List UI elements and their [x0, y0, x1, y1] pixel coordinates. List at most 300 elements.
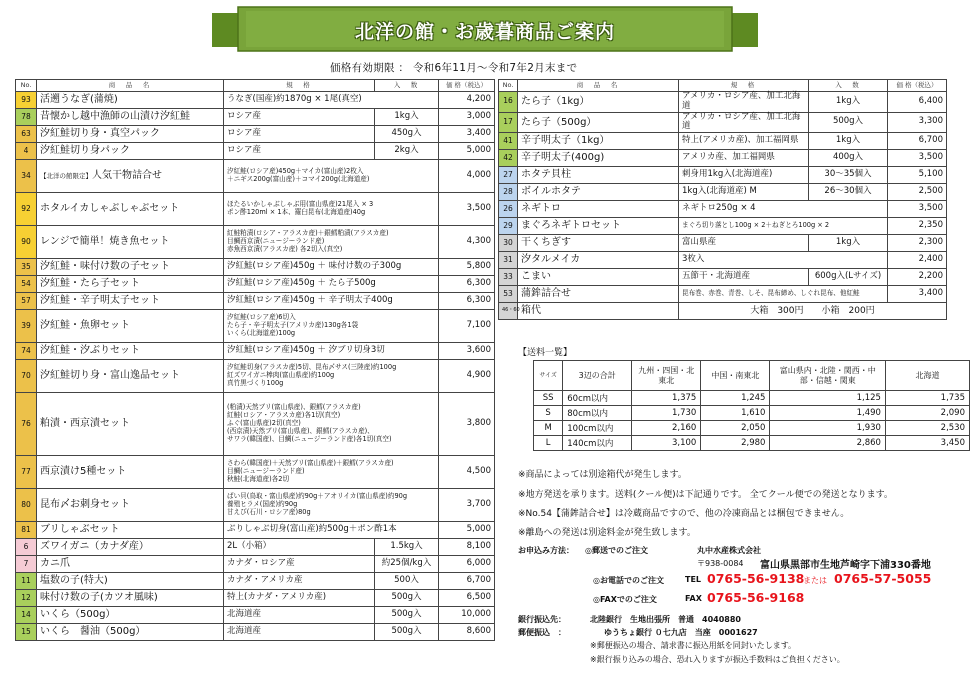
item-number: 33	[499, 269, 518, 286]
shipping-header: 北海道	[885, 361, 969, 391]
item-spec: アメリカ・ロシア産、加工北海道	[679, 112, 809, 133]
size-code: S	[534, 406, 563, 421]
col-no: No.	[499, 80, 518, 92]
item-number: 77	[16, 456, 37, 489]
item-name	[37, 522, 224, 539]
product-row	[16, 343, 495, 360]
item-quantity: 約25個/kg入	[375, 556, 439, 573]
item-spec: 昆布巻、赤巻、青巻、しそ、昆布締め、しぐれ昆布、他紅鮭	[679, 286, 888, 303]
size-limit: 100cm以内	[563, 421, 632, 436]
shipping-header: 富山県内・北陸・関西・中部・信越・関東	[770, 361, 886, 391]
item-number: 46・60	[499, 303, 518, 320]
item-quantity: 450g入	[375, 126, 439, 143]
item-number: 35	[16, 259, 37, 276]
product-row	[499, 252, 947, 269]
shipping-fee: 1,730	[632, 406, 701, 421]
item-name-text: 汐タルメイカ	[521, 254, 581, 266]
item-number: 74	[16, 343, 37, 360]
item-number: 6	[16, 539, 37, 556]
note-shipping: ※地方発送を承ります。送料(クール便)は下記通りです。 全てクール便での発送となります。	[518, 490, 893, 500]
tel-number-2[interactable]: 0765-57-5055	[834, 571, 932, 586]
item-number: 34	[16, 160, 37, 193]
item-name	[37, 489, 224, 522]
item-name-text: ホタテ貝柱	[521, 169, 571, 181]
product-row	[16, 126, 495, 143]
product-row	[16, 573, 495, 590]
product-row	[16, 109, 495, 126]
product-row	[16, 310, 495, 343]
item-quantity: 400g入	[809, 150, 888, 167]
item-name-text: 活遡うなぎ(蒲焼)	[40, 94, 118, 106]
item-name-text: 干くちぎす	[521, 237, 571, 249]
item-spec: ロシア産	[224, 143, 375, 160]
item-name-text: 辛子明太子（1kg）	[521, 135, 610, 147]
item-name	[518, 235, 679, 252]
item-name-text: 汐紅鮭・辛子明太子セット	[40, 295, 160, 307]
item-price: 3,500	[439, 193, 495, 226]
item-number: 26	[499, 201, 518, 218]
item-quantity: 500入	[375, 573, 439, 590]
shipping-header: 九州・四国・北東北	[632, 361, 701, 391]
tel-prefix: TEL	[685, 575, 702, 584]
item-number: 27	[499, 167, 518, 184]
item-name-text: 昆布〆お刺身セット	[40, 499, 130, 511]
item-name-text: カニ爪	[40, 558, 70, 570]
item-quantity: 600g入(Lサイズ)	[809, 269, 888, 286]
item-name	[518, 112, 679, 133]
item-number: 80	[16, 489, 37, 522]
product-row	[16, 276, 495, 293]
col-qty: 入 数	[809, 80, 888, 92]
item-price: 4,900	[439, 360, 495, 393]
item-price: 6,700	[439, 573, 495, 590]
item-quantity: 500g入	[809, 112, 888, 133]
item-name	[37, 276, 224, 293]
item-name	[518, 269, 679, 286]
size-code: M	[534, 421, 563, 436]
item-name-text: 西京漬け5種セット	[40, 466, 127, 478]
postal-note: ※郵便振込の場合、請求書に振込用紙を同封いたします。	[590, 641, 797, 650]
item-name-text: たら子（1kg）	[521, 96, 590, 108]
left-product-table	[15, 79, 495, 641]
price-validity: 価格有効期限 ： 令和6年11月～令和7年2月末まで	[330, 62, 578, 74]
item-spec: 汐紅鮭(ロシア産)450g ＋ 辛子明太子400g	[224, 293, 439, 310]
item-spec: 2L（小箱）	[224, 539, 375, 556]
item-price: 3,000	[439, 109, 495, 126]
item-price: 3,400	[888, 286, 947, 303]
item-price: 8,100	[439, 539, 495, 556]
bank-account: 北陸銀行 生地出張所 普通 4040880	[590, 615, 741, 624]
item-spec: カナダ・ロシア産	[224, 556, 375, 573]
item-spec: まぐろ切り落とし100g × 2＋ねぎとろ100g × 2	[679, 218, 888, 235]
product-row	[499, 150, 947, 167]
product-row	[499, 201, 947, 218]
item-price: 2,300	[888, 235, 947, 252]
product-row	[16, 143, 495, 160]
item-number: 12	[16, 590, 37, 607]
postal-account: ゆうちょ銀行 ０七九店 当座 0001627	[604, 628, 758, 637]
item-spec: カナダ・アメリカ産	[224, 573, 375, 590]
product-row	[16, 456, 495, 489]
size-code: SS	[534, 391, 563, 406]
item-name	[518, 184, 679, 201]
product-row	[499, 303, 947, 320]
item-number: 30	[499, 235, 518, 252]
order-fax: ◎FAXでのご注文	[593, 595, 657, 604]
item-spec: ネギトロ250g × 4	[679, 201, 888, 218]
item-name-text: 汐紅鮭・汐ぶりセット	[40, 345, 140, 357]
item-name-text: レンジで簡単！焼き魚セット	[40, 236, 170, 248]
item-quantity: 30～35個入	[809, 167, 888, 184]
item-price: 3,700	[439, 489, 495, 522]
shipping-fee: 1,930	[770, 421, 886, 436]
item-price: 6,000	[439, 556, 495, 573]
item-number: 76	[16, 393, 37, 456]
item-name	[37, 360, 224, 393]
col-no: No.	[16, 80, 37, 92]
item-spec: 1kg入(北海道産) M	[679, 184, 809, 201]
item-spec: ほたるいかしゃぶしゃぶ用(富山県産)21尾入 × 3 ポン酢120ml × 1本、羅臼昆布(北海道産)40g	[224, 193, 439, 226]
item-number: 7	[16, 556, 37, 573]
item-price: 2,350	[888, 218, 947, 235]
item-quantity: 1kg入	[375, 109, 439, 126]
item-spec: 大箱 300円 小箱 200円	[679, 303, 947, 320]
tel-or: または	[803, 576, 827, 585]
item-price: 5,800	[439, 259, 495, 276]
item-spec: 汐紅鮭(ロシア産)6切入 たら子・辛子明太子(アメリカ産)130g各1袋 いくら(北海道産)100g	[224, 310, 439, 343]
order-label: お申込み方法：	[518, 546, 574, 555]
item-name-text: いくら（500g）	[40, 609, 116, 621]
item-name-text: いくら 醤油（500g）	[40, 626, 146, 638]
product-row	[16, 160, 495, 193]
item-name	[37, 539, 224, 556]
item-quantity: 1kg入	[809, 133, 888, 150]
item-number: 28	[499, 184, 518, 201]
item-price: 5,100	[888, 167, 947, 184]
item-number: 31	[499, 252, 518, 269]
product-row	[499, 286, 947, 303]
item-name	[37, 92, 224, 109]
item-name	[37, 456, 224, 489]
item-number: 39	[16, 310, 37, 343]
item-price: 8,600	[439, 624, 495, 641]
item-price: 2,500	[888, 184, 947, 201]
product-row	[499, 167, 947, 184]
product-row	[499, 92, 947, 113]
item-spec: ロシア産	[224, 109, 375, 126]
item-price: 5,000	[439, 143, 495, 160]
order-mail: ◎郵送でのご注文	[585, 546, 648, 555]
zip-code: 〒938-0084	[697, 559, 744, 568]
item-name	[37, 343, 224, 360]
item-price: 7,100	[439, 310, 495, 343]
item-name	[37, 259, 224, 276]
item-price: 6,400	[888, 92, 947, 113]
item-name-text: たら子（500g）	[521, 116, 597, 128]
item-spec: 汐紅鮭切身(アラスカ産)5切、昆布〆サス(三陸産)約100g 紅ズワイガニ棒肉(富山県産)約100g 真竹黒づくり100g	[224, 360, 439, 393]
item-price: 4,300	[439, 226, 495, 259]
product-row	[499, 133, 947, 150]
item-number: 14	[16, 607, 37, 624]
order-tel: ◎お電話でのご注文	[593, 576, 664, 585]
item-number: 11	[16, 573, 37, 590]
item-number: 57	[16, 293, 37, 310]
item-quantity: 2kg入	[375, 143, 439, 160]
item-name-text: 汐紅鮭・たら子セット	[40, 278, 140, 290]
item-spec: 紅鮭粕漬(ロシア・アラスカ産)＋銀鱈粕漬(アラスカ産) 目鯛西京漬(ニュージーランド産) 赤魚西京漬(アラスカ産) 各2切入(真空)	[224, 226, 439, 259]
item-spec: 刺身用1kg入(北海道産)	[679, 167, 809, 184]
fax-prefix: FAX	[685, 594, 702, 603]
item-price: 3,500	[888, 201, 947, 218]
shipping-fee: 1,375	[632, 391, 701, 406]
shipping-fee: 2,160	[632, 421, 701, 436]
item-name-text: ブリしゃぶセット	[40, 524, 120, 536]
item-name-text: こまい	[521, 271, 551, 283]
item-price: 5,000	[439, 522, 495, 539]
col-price: 価 格（税込）	[439, 80, 495, 92]
item-quantity: 500g入	[375, 607, 439, 624]
col-price: 価 格（税込）	[888, 80, 947, 92]
item-spec: 五節干・北海道産	[679, 269, 809, 286]
shipping-fee: 1,125	[770, 391, 886, 406]
item-number: 78	[16, 109, 37, 126]
item-spec: 汐紅鮭(ロシア産)450g＋マイカ(富山産)2枚入 ＋ニギス200g(富山産)＋コマイ200g(北海道産)	[224, 160, 439, 193]
item-price: 3,300	[888, 112, 947, 133]
item-name	[37, 193, 224, 226]
col-name: 商 品 名	[37, 80, 224, 92]
item-number: 53	[499, 286, 518, 303]
item-name-text: 蒲鉾詰合せ	[521, 288, 571, 300]
shipping-fee: 1,490	[770, 406, 886, 421]
note-island: ※離島への発送は別途料金が発生致します。	[518, 528, 696, 538]
company-name: 丸中水産株式会社	[697, 546, 761, 555]
address: 富山県黒部市生地芦崎字下浦330番地	[760, 560, 931, 571]
item-name-text: ホタルイカしゃぶしゃぶセット	[40, 203, 180, 215]
product-row	[16, 556, 495, 573]
item-name-text: 箱代	[521, 305, 541, 317]
product-row	[499, 218, 947, 235]
item-name	[37, 109, 224, 126]
note-box-fee: ※商品によっては別途箱代が発生します。	[518, 470, 687, 480]
size-limit: 60cm以内	[563, 391, 632, 406]
item-spec: さわら(韓国産)＋天然ブリ(富山県産)＋銀鱈(アラスカ産) 目鯛(ニュージーランド産) 秋鮭(北海道産)各2切	[224, 456, 439, 489]
item-number: 17	[499, 112, 518, 133]
shipping-title: 【送料一覧】	[518, 348, 573, 358]
size-code: L	[534, 436, 563, 451]
item-price: 6,700	[888, 133, 947, 150]
item-spec: 北海道産	[224, 624, 375, 641]
item-number: 90	[16, 226, 37, 259]
product-row	[499, 235, 947, 252]
item-name-text: 辛子明太子(400g)	[521, 152, 605, 164]
item-spec: 汐紅鮭(ロシア産)450g ＋ たら子500g	[224, 276, 439, 293]
item-quantity: 500g入	[375, 624, 439, 641]
item-price: 4,200	[439, 92, 495, 109]
item-number: 4	[16, 143, 37, 160]
item-name-text: ボイルホタテ	[521, 186, 581, 198]
shipping-row	[534, 436, 970, 451]
item-name-text: 人気干物詰合せ	[92, 170, 162, 182]
item-spec: 3枚入	[679, 252, 888, 269]
item-name	[37, 310, 224, 343]
item-spec: アメリカ産、加工福岡県	[679, 150, 809, 167]
item-number: 54	[16, 276, 37, 293]
product-row	[16, 193, 495, 226]
item-quantity: 1.5kg入	[375, 539, 439, 556]
product-row	[499, 269, 947, 286]
item-spec: 特上(カナダ・アメリカ産)	[224, 590, 375, 607]
item-name	[518, 150, 679, 167]
item-number: 63	[16, 126, 37, 143]
item-name-text: 汐紅鮭切り身・富山逸品セット	[40, 370, 180, 382]
title-banner	[212, 4, 758, 58]
item-spec: ばい貝(鳥取・富山県産)約90g＋アオリイカ(富山県産)約90g 養殖ヒラメ(国産)約90g 甘えび(石川・ロシア産)80g	[224, 489, 439, 522]
item-name-text: まぐろネギトロセット	[521, 220, 621, 232]
item-name	[37, 160, 224, 193]
postal-label: 郵便振込 ：	[518, 628, 566, 637]
item-name-text: 味付け数の子(カツオ風味)	[40, 592, 158, 604]
item-name	[518, 201, 679, 218]
item-number: 81	[16, 522, 37, 539]
item-price: 3,500	[888, 150, 947, 167]
product-row	[16, 590, 495, 607]
shipping-fee: 2,980	[701, 436, 770, 451]
shipping-fee: 2,050	[701, 421, 770, 436]
col-spec: 規 格	[224, 80, 375, 92]
item-spec: 富山県産	[679, 235, 809, 252]
item-price: 3,600	[439, 343, 495, 360]
item-name-text: 汐紅鮭・味付け数の子セット	[40, 261, 170, 273]
item-price: 3,400	[439, 126, 495, 143]
right-product-table	[498, 79, 947, 320]
item-number: 93	[16, 92, 37, 109]
item-name	[37, 126, 224, 143]
item-number: 92	[16, 193, 37, 226]
shipping-fee: 2,860	[770, 436, 886, 451]
item-name	[518, 252, 679, 269]
product-row	[16, 293, 495, 310]
item-price: 6,500	[439, 590, 495, 607]
product-row	[16, 522, 495, 539]
product-row	[499, 112, 947, 133]
item-spec: 汐紅鮭(ロシア産)450g ＋ 汐ブリ切身3切	[224, 343, 439, 360]
size-limit: 80cm以内	[563, 406, 632, 421]
item-name-text: 昔懐かし越中漁師の山漬け汐紅鮭	[40, 111, 190, 123]
item-name-text: 粕漬・西京漬セット	[40, 418, 130, 430]
bank-fee-note: ※銀行振り込みの場合、恐れ入りますが振込手数料はご負担ください。	[590, 655, 845, 664]
product-row	[16, 624, 495, 641]
item-name-text: 塩数の子(特大)	[40, 575, 108, 587]
shipping-fee: 2,530	[885, 421, 969, 436]
item-price: 4,000	[439, 160, 495, 193]
item-spec: ぶりしゃぶ切身(富山産)約500g＋ポン酢1本	[224, 522, 439, 539]
item-name	[518, 218, 679, 235]
item-name-text: 汐紅鮭・魚卵セット	[40, 320, 130, 332]
shipping-table	[533, 360, 970, 451]
shipping-fee: 1,610	[701, 406, 770, 421]
item-price: 6,300	[439, 276, 495, 293]
item-spec: アメリカ・ロシア産、加工北海道	[679, 92, 809, 113]
shipping-fee: 1,245	[701, 391, 770, 406]
product-row	[16, 259, 495, 276]
product-row	[16, 539, 495, 556]
item-price: 4,500	[439, 456, 495, 489]
item-price: 10,000	[439, 607, 495, 624]
item-quantity: 26～30個入	[809, 184, 888, 201]
item-name	[37, 590, 224, 607]
col-qty: 入 数	[375, 80, 439, 92]
size-limit: 140cm以内	[563, 436, 632, 451]
col-name: 商 品 名	[518, 80, 679, 92]
shipping-fee: 3,100	[632, 436, 701, 451]
item-name	[37, 143, 224, 160]
bank-label: 銀行振込先：	[518, 615, 566, 624]
shipping-header: 3辺の合計	[563, 361, 632, 391]
item-number: 15	[16, 624, 37, 641]
item-price: 2,200	[888, 269, 947, 286]
item-spec: 汐紅鮭(ロシア産)450g ＋ 味付け数の子300g	[224, 259, 439, 276]
item-name	[37, 226, 224, 259]
item-spec: 特上(アメリカ産)、加工福岡県	[679, 133, 809, 150]
shipping-fee: 3,450	[885, 436, 969, 451]
item-number: 41	[499, 133, 518, 150]
shipping-fee: 1,735	[885, 391, 969, 406]
product-row	[16, 92, 495, 109]
item-number: 16	[499, 92, 518, 113]
item-spec: (粕漬)天然ブリ(富山県産)、銀鱈(アラスカ産) 紅鮭(ロシア・アラスカ産)各1切(真空) ふぐ(富山県産)2切(真空) (西京漬)天然ブリ(富山県産)、銀鱈(アラスカ産)、 サワラ(韓国産)、目鯛(ニュージーランド産)各1切(真空)	[224, 393, 439, 456]
tel-number-1[interactable]: 0765-56-9138	[707, 571, 805, 586]
item-name	[518, 303, 679, 320]
item-name	[518, 286, 679, 303]
item-spec: うなぎ(国産)約1870g × 1尾(真空)	[224, 92, 439, 109]
item-name	[518, 92, 679, 113]
item-quantity: 1kg入	[809, 235, 888, 252]
item-name	[37, 624, 224, 641]
item-name	[37, 607, 224, 624]
product-row	[16, 226, 495, 259]
shipping-header: サイズ	[534, 361, 563, 391]
shipping-fee: 2,090	[885, 406, 969, 421]
item-name	[518, 133, 679, 150]
item-quantity: 1kg入	[809, 92, 888, 113]
item-number: 29	[499, 218, 518, 235]
item-name-text: 汐紅鮭切り身・真空パック	[40, 128, 160, 140]
product-row	[16, 360, 495, 393]
item-price: 3,800	[439, 393, 495, 456]
item-name	[37, 293, 224, 310]
item-name	[37, 556, 224, 573]
item-name	[37, 393, 224, 456]
item-name-text: ネギトロ	[521, 203, 561, 215]
item-name	[518, 167, 679, 184]
product-row	[16, 607, 495, 624]
item-spec: 北海道産	[224, 607, 375, 624]
product-row	[16, 393, 495, 456]
product-row	[499, 184, 947, 201]
item-price: 2,400	[888, 252, 947, 269]
fax-number[interactable]: 0765-56-9168	[707, 590, 805, 605]
shipping-header: 中国・南東北	[701, 361, 770, 391]
item-number: 70	[16, 360, 37, 393]
item-price: 6,300	[439, 293, 495, 310]
item-name	[37, 573, 224, 590]
shipping-row	[534, 421, 970, 436]
item-quantity: 500g入	[375, 590, 439, 607]
item-name-text: 汐紅鮭切り身パック	[40, 145, 130, 157]
col-spec: 規 格	[679, 80, 809, 92]
item-number: 42	[499, 150, 518, 167]
note-chilled: ※No.54【蒲鉾詰合せ】は冷蔵商品ですので、他の冷凍商品とは梱包できません。	[518, 509, 850, 519]
